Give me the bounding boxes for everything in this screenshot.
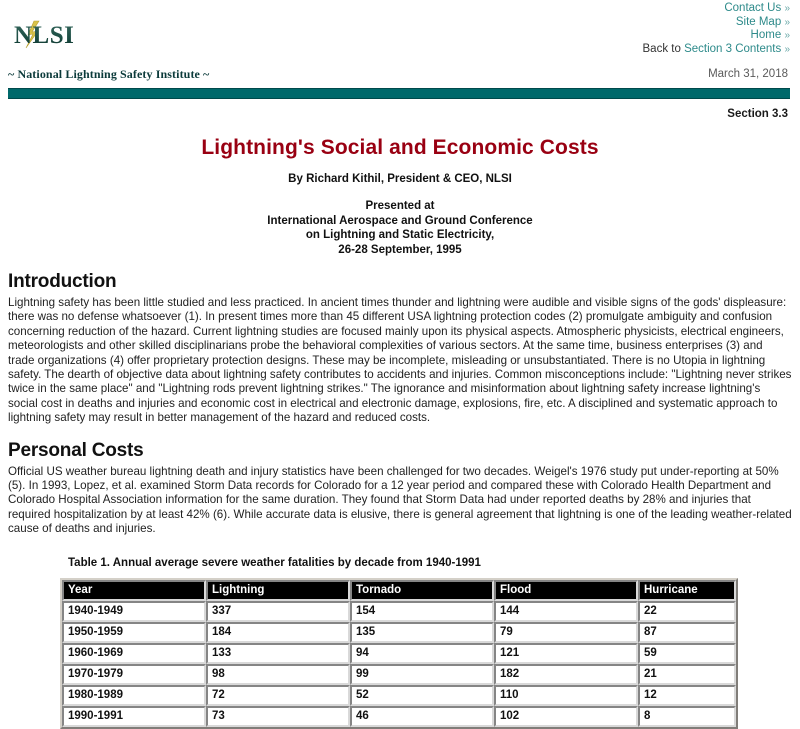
conference-name-line: International Aerospace and Ground Conference — [267, 214, 533, 227]
chevron-right-icon: » — [784, 16, 790, 28]
cell-year: 1980-1989 — [62, 685, 206, 706]
cell-year: 1960-1969 — [62, 643, 206, 664]
nav-link-site-map[interactable]: Site Map — [735, 15, 782, 28]
conference-date-line: 26-28 September, 1995 — [338, 243, 462, 256]
table-row — [62, 685, 736, 706]
paragraph-personal-costs: Official US weather bureau lightning death and injury statistics have been challenged for two decades. Weigel's 1976 study put under-reporting at 50% (5). In 1993, Lopez, et al. examined Storm Data records for Colorado for a 12 year period and compared these with Colorado Health Department and Colorado Hospital Association information for the same duration. They found that Storm Data had under reported deaths by 28% and injuries that required hospitalization by at least 42% (6). While accurate data is elusive, there is general agreement that lightning is one of the leading weather-related cause of deaths and injuries. — [8, 464, 792, 536]
cell-year: 1950-1959 — [62, 622, 206, 643]
main-content — [0, 271, 800, 729]
nav-item-home[interactable] — [643, 29, 791, 43]
cell-year: 1990-1991 — [62, 706, 206, 727]
cell-tornado: 46 — [350, 706, 494, 727]
table-row — [62, 664, 736, 685]
cell-lightning: 73 — [206, 706, 350, 727]
heading-introduction: Introduction — [8, 271, 117, 292]
cell-flood: 144 — [494, 601, 638, 622]
nav-item-contact-us[interactable] — [643, 2, 791, 16]
cell-lightning: 72 — [206, 685, 350, 706]
nav-link-home[interactable]: Home — [750, 29, 782, 41]
cell-flood: 79 — [494, 622, 638, 643]
table-row — [62, 601, 736, 622]
cell-hurricane: 21 — [638, 664, 736, 685]
cell-hurricane: 22 — [638, 601, 736, 622]
cell-tornado: 94 — [350, 643, 494, 664]
nav-item-site-map[interactable] — [643, 16, 791, 30]
column-header-year: Year — [62, 580, 206, 601]
chevron-right-icon: » — [784, 30, 790, 41]
page-date: March 31, 2018 — [708, 68, 788, 80]
tagline-row — [0, 62, 800, 88]
table-row — [62, 622, 736, 643]
table1-head — [62, 580, 736, 601]
cell-flood: 182 — [494, 664, 638, 685]
cell-flood: 110 — [494, 685, 638, 706]
cell-hurricane: 12 — [638, 685, 736, 706]
page-title: Lightning's Social and Economic Costs — [201, 136, 599, 159]
table-row — [62, 706, 736, 727]
cell-lightning: 133 — [206, 643, 350, 664]
cell-hurricane: 8 — [638, 706, 736, 727]
nlsi-logo-icon — [12, 17, 98, 51]
header-divider-bar — [8, 88, 790, 99]
table1-body — [62, 601, 736, 727]
cell-tornado: 135 — [350, 622, 494, 643]
column-header-tornado: Tornado — [350, 580, 494, 601]
conference-subject-line: on Lightning and Static Electricity, — [305, 229, 495, 241]
cell-year: 1970-1979 — [62, 664, 206, 685]
column-header-hurricane: Hurricane — [638, 580, 736, 601]
heading-personal-costs: Personal Costs — [8, 439, 144, 461]
cell-flood: 102 — [494, 706, 638, 727]
nav-link-contact-us[interactable]: Contact Us — [724, 2, 782, 14]
document-title-block — [0, 120, 800, 257]
section-number-label: Section 3.3 — [727, 108, 788, 120]
nav-link-section3-contents[interactable]: Section 3 Contents — [684, 42, 782, 55]
table-row — [62, 643, 736, 664]
header-nav — [643, 2, 791, 56]
cell-lightning: 337 — [206, 601, 350, 622]
table-header-row — [62, 580, 736, 601]
presented-at-line: Presented at — [365, 200, 435, 212]
cell-year: 1940-1949 — [62, 601, 206, 622]
cell-flood: 121 — [494, 643, 638, 664]
cell-tornado: 52 — [350, 685, 494, 706]
site-tagline: ~ National Lightning Safety Institute ~ — [8, 67, 210, 81]
table1-wrapper — [8, 557, 792, 729]
cell-hurricane: 87 — [638, 622, 736, 643]
author-byline: By Richard Kithil, President & CEO, NLSI — [288, 173, 512, 185]
svg-text:NLSI: NLSI — [14, 22, 75, 49]
paragraph-introduction: Lightning safety has been little studied and less practiced. In ancient times thunder and lightning were audible and visible signs of the gods' displeasure: there was no defense whatsoever (1). In present times more than 45 different USA lightning protection codes (2) promulgate ambiguity and confusion concerning reduction of the hazard. Current lightning studies are focused mainly upon its physical aspects. Atmospheric physicists, electrical engineers, meteorologists and other skilled disciplinarians probe the behavioral complexities of various sectors. At the same time, business enterprises (3) and trade organizations (4) offer proprietary protection designs. These may be incomplete, misleading or unsubstantiated. There is no Utopia in lightning safety. The dearth of objective data about lightning safety contributes to accidents and injuries. Common misconceptions include: "Lightning never strikes twice in the same place" and "Lightning rods prevent lightning strikes." The ignorance and misinformation about lightning safety increase lightning's social cost in deaths and injuries and economic cost in electrical and electronic damage, explosions, fire, etc. A disciplined and systematic approach to lightning safety may result in better management of the hazard and reduced costs. — [8, 296, 792, 425]
nav-prefix: Back to — [642, 42, 685, 55]
table1 — [60, 578, 738, 729]
site-logo[interactable] — [12, 17, 98, 51]
cell-hurricane: 59 — [638, 643, 736, 664]
cell-lightning: 184 — [206, 622, 350, 643]
nav-item-section3-contents[interactable] — [643, 43, 791, 57]
cell-lightning: 98 — [206, 664, 350, 685]
chevron-right-icon: » — [784, 3, 790, 14]
cell-tornado: 99 — [350, 664, 494, 685]
cell-tornado: 154 — [350, 601, 494, 622]
chevron-right-icon: » — [784, 43, 790, 55]
site-header — [0, 0, 800, 62]
table1-caption: Table 1. Annual average severe weather fatalities by decade from 1940-1991 — [68, 556, 481, 569]
column-header-lightning: Lightning — [206, 580, 350, 601]
conference-info — [0, 199, 800, 257]
column-header-flood: Flood — [494, 580, 638, 601]
